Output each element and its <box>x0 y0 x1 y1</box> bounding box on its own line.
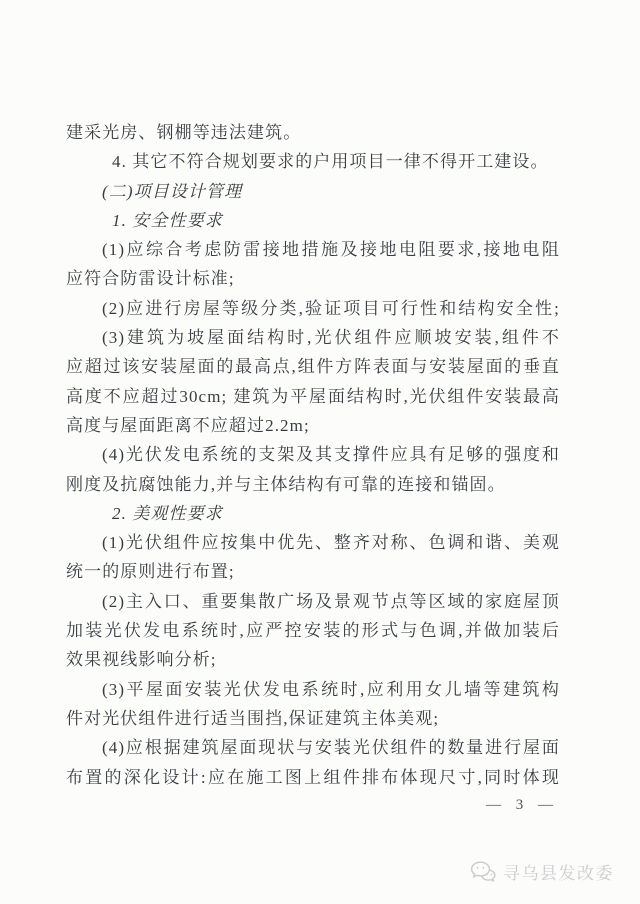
watermark-label: 寻乌县发改委 <box>503 864 614 883</box>
text-line: 效果视线影响分析; <box>66 650 217 670</box>
document-body <box>66 118 560 792</box>
wechat-icon <box>469 860 497 884</box>
text-line: (3)平屋面安装光伏发电系统时,应利用女儿墙等建筑构 <box>102 679 560 699</box>
text-line: (2)应进行房屋等级分类,验证项目可行性和结构安全性; <box>102 298 560 318</box>
text-line: 建采光房、钢棚等违法建筑。 <box>66 123 302 142</box>
text-line: (3)建筑为坡屋面结构时,光伏组件应顺坡安装,组件不 <box>102 328 560 348</box>
text-line: 应超过该安装屋面的最高点,组件方阵表面与安装屋面的垂直 <box>66 357 560 377</box>
heading-aesthetic-requirements: 2. 美观性要求 <box>112 503 223 523</box>
text-line: (2)主入口、重要集散广场及景观节点等区域的家庭屋顶 <box>102 591 560 611</box>
text-line: (4)应根据建筑屋面现状与安装光伏组件的数量进行屋面 <box>102 738 560 758</box>
text-line: 加装光伏发电系统时,应严控安装的形式与色调,并做加装后 <box>66 621 560 641</box>
text-line: (4)光伏发电系统的支架及其支撑件应具有足够的强度和 <box>102 445 560 465</box>
text-line: 高度与屋面距离不应超过2.2m; <box>66 415 310 435</box>
text-line: 统一的原则进行布置; <box>66 562 235 582</box>
text-line: 应符合防雷设计标准; <box>66 269 235 289</box>
text-line: 件对光伏组件进行适当围挡,保证建筑主体美观; <box>66 708 440 728</box>
text-line: 4. 其它不符合规划要求的户用项目一律不得开工建设。 <box>112 152 549 172</box>
wechat-watermark <box>469 859 614 884</box>
text-line: (1)应综合考虑防雷接地措施及接地电阻要求,接地电阻 <box>102 240 560 260</box>
text-line: 高度不应超过30cm; 建筑为平屋面结构时,光伏组件安装最高 <box>66 386 560 406</box>
text-line: 布置的深化设计:应在施工图上组件排布体现尺寸,同时体现 <box>66 767 560 787</box>
heading-safety-requirements: 1. 安全性要求 <box>112 210 223 230</box>
page-number: — 3 — <box>486 797 554 813</box>
text-line: 刚度及抗腐蚀能力,并与主体结构有可靠的连接和锚固。 <box>66 474 506 494</box>
heading-project-design-management: (二)项目设计管理 <box>102 181 243 201</box>
text-line: (1)光伏组件应按集中优先、整齐对称、色调和谐、美观 <box>102 533 560 553</box>
